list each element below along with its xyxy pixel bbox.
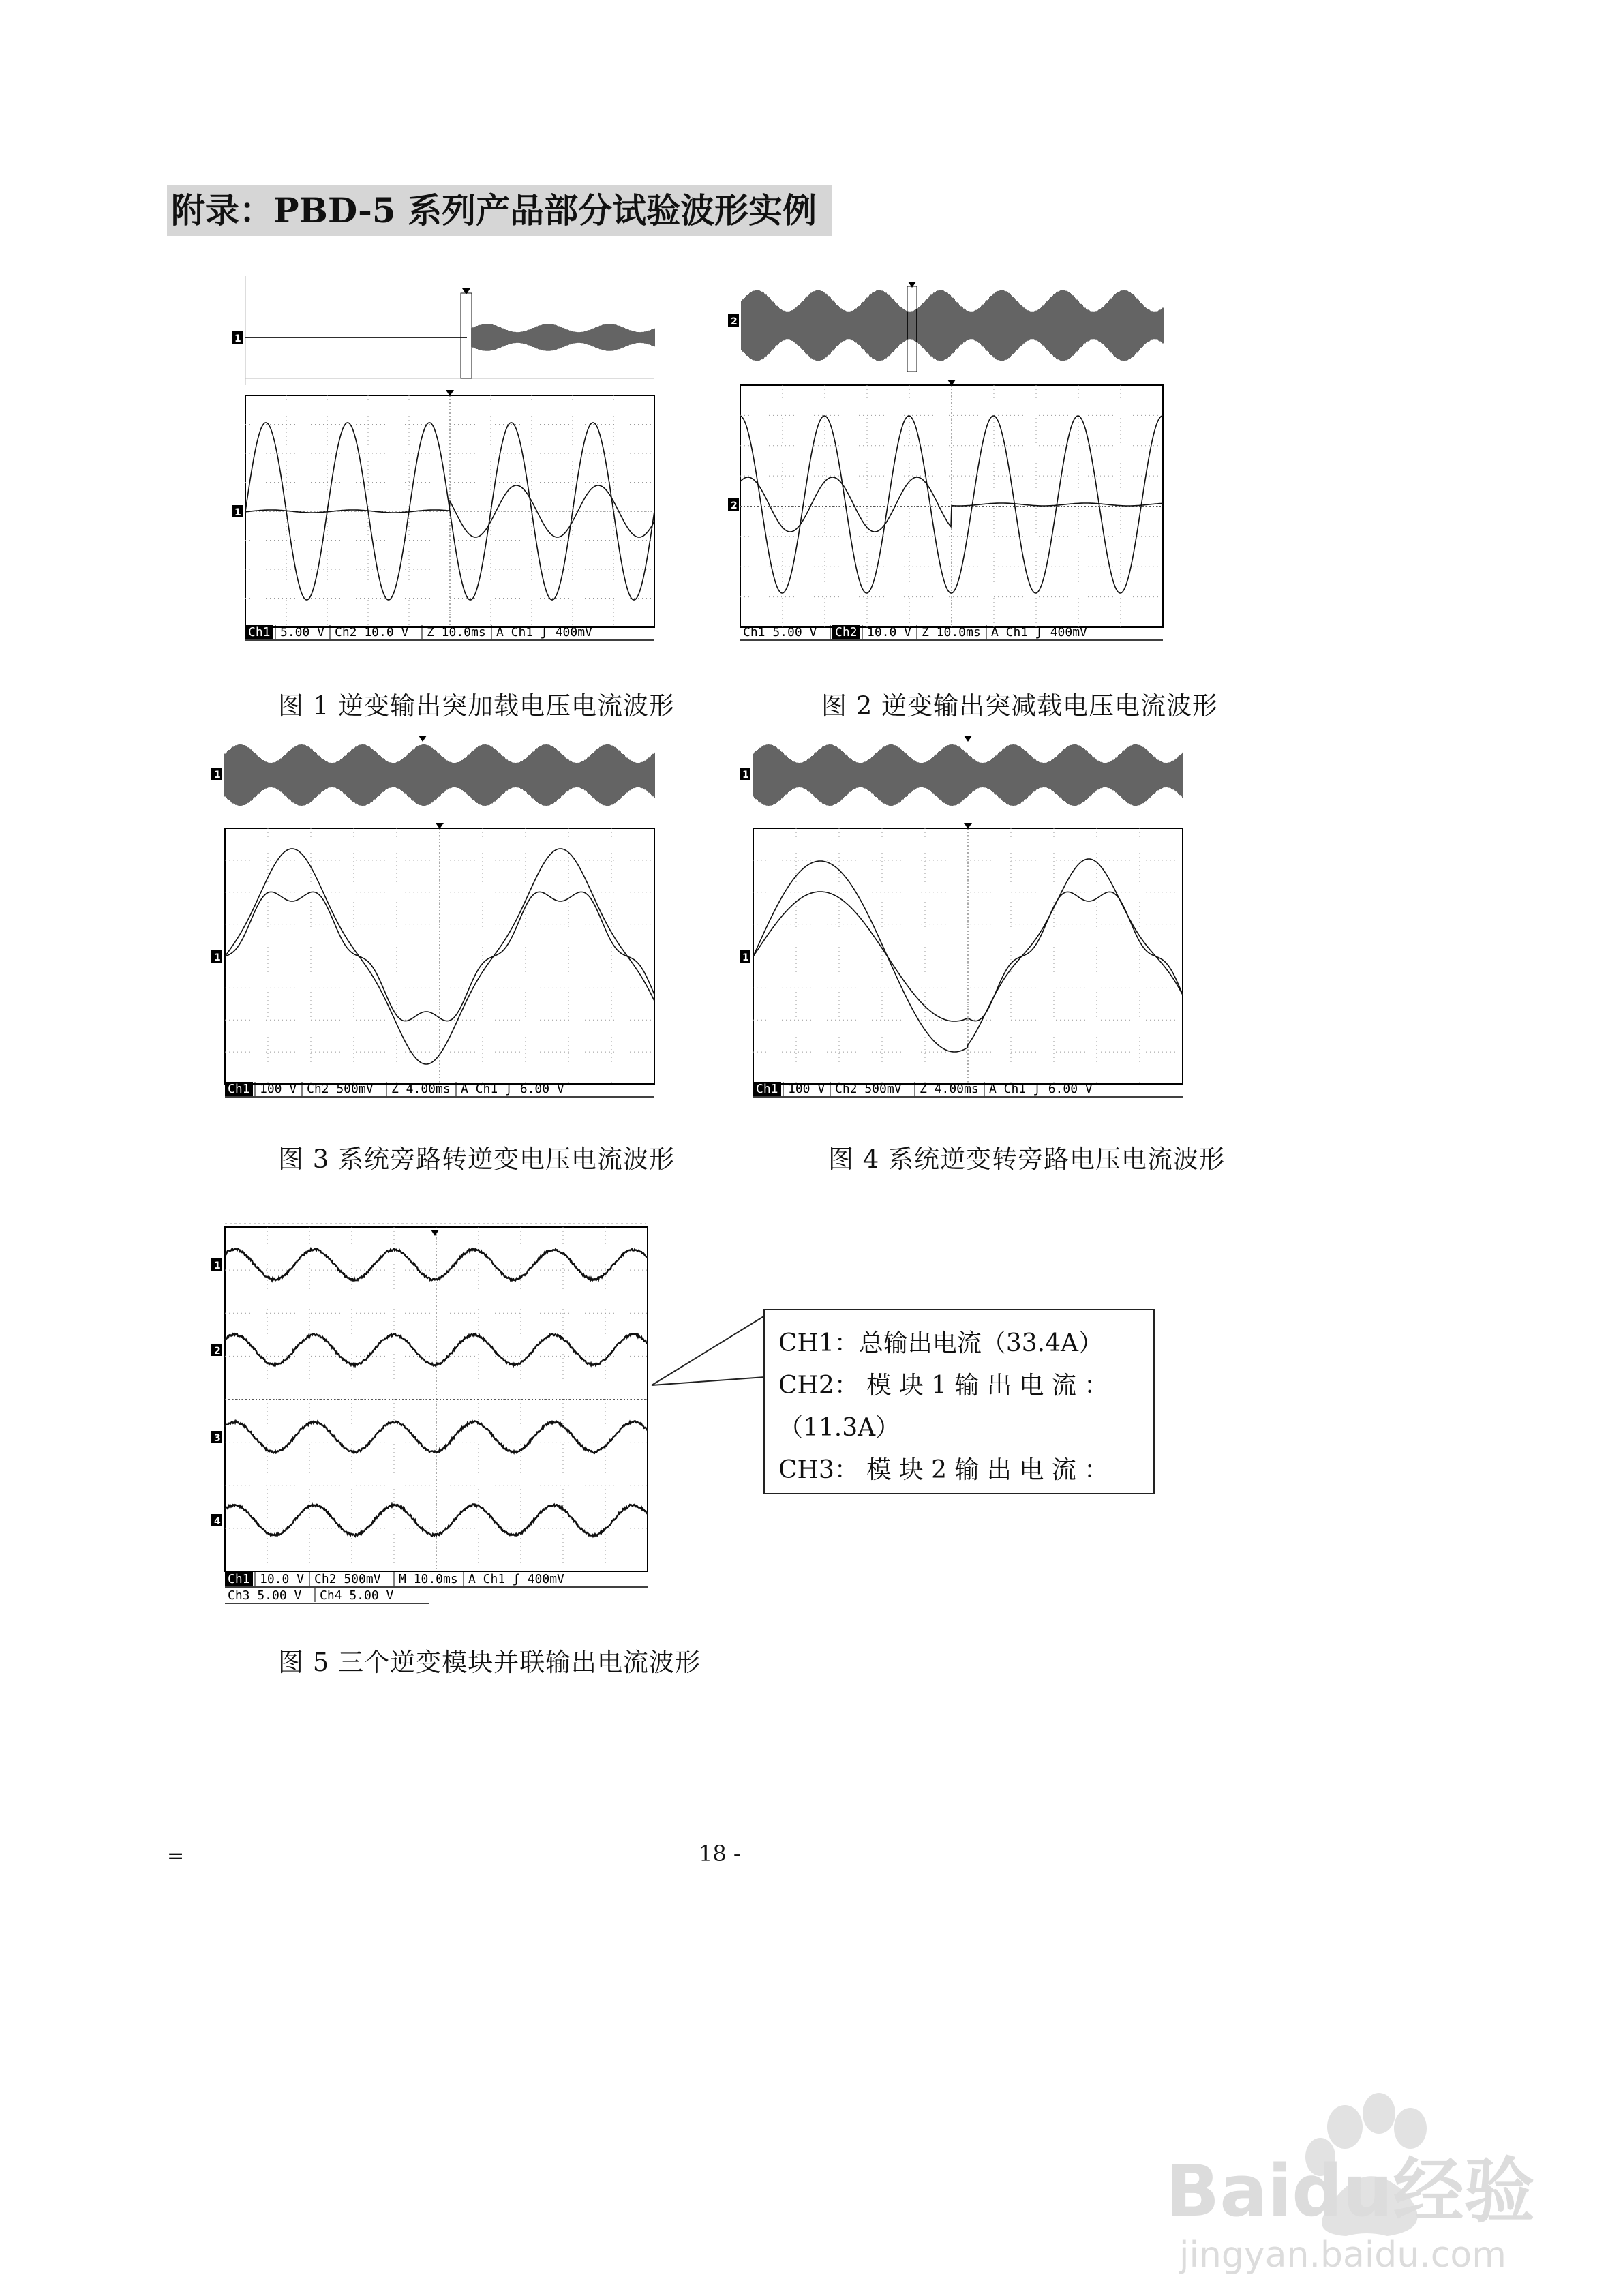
status-field: 5.00 V	[280, 625, 325, 639]
footer-mark: =	[167, 1844, 185, 1868]
trigger-marker	[964, 736, 972, 742]
status-field: M 10.0ms	[399, 1572, 458, 1586]
svg-text:1: 1	[214, 770, 221, 781]
callout-line-2: CH2： 模 块 1 输 出 电 流 ：	[778, 1372, 1109, 1400]
status-field: 10.0 V	[260, 1572, 305, 1586]
status-field: A Ch1 ʃ 400mV	[496, 625, 592, 639]
figure-4-caption: 图 4 系统逆变转旁路电压电流波形	[828, 1145, 1226, 1174]
scope-svg-3	[211, 733, 661, 1101]
svg-text:4: 4	[214, 1516, 221, 1527]
svg-text:1: 1	[214, 1260, 221, 1271]
status-field: 100 V	[260, 1082, 297, 1096]
appendix-heading: 附录：PBD-5 系列产品部分试验波形实例	[167, 185, 832, 236]
svg-text:1: 1	[742, 770, 749, 781]
callout-box	[763, 1309, 1155, 1494]
scope-figure-4	[740, 733, 1189, 1101]
status-field: A Ch1 ʃ 400mV	[468, 1572, 564, 1586]
status-field: 10.0 V	[867, 625, 912, 639]
scope-figure-5	[210, 1220, 656, 1609]
figure-5-caption: 图 5 三个逆变模块并联输出电流波形	[278, 1648, 701, 1677]
callout-line-3: （11.3A）	[778, 1414, 900, 1442]
overview-signal	[742, 290, 1164, 361]
status-field: A Ch1 ʃ 6.00 V	[461, 1082, 564, 1096]
overview-window	[461, 293, 472, 378]
figure-3-caption: 图 3 系统旁路转逆变电压电流波形	[278, 1145, 676, 1174]
watermark-url: jingyan.baidu.com	[1179, 2235, 1506, 2276]
svg-text:3: 3	[214, 1433, 221, 1444]
figure-2-caption: 图 2 逆变输出突减载电压电流波形	[821, 691, 1219, 721]
scope-svg-1	[225, 276, 661, 644]
status-field: Ch2 500mV	[835, 1082, 902, 1096]
scope-svg-2	[728, 276, 1164, 644]
svg-text:2: 2	[214, 1346, 221, 1357]
status-field: Ch1	[248, 625, 271, 639]
status-field: Ch2	[835, 625, 858, 639]
overview-signal	[753, 744, 1183, 806]
svg-text:2: 2	[731, 500, 738, 511]
callout-line-1: CH1：总输出电流（33.4A）	[778, 1329, 1103, 1357]
status-field: Ch1	[228, 1572, 250, 1586]
status-field: Ch1	[756, 1082, 778, 1096]
status-field: Ch4 5.00 V	[320, 1588, 394, 1603]
svg-text:2: 2	[731, 316, 738, 327]
status-field: Ch2 10.0 V	[335, 625, 409, 639]
svg-text:1: 1	[234, 333, 241, 344]
callout-pointer	[646, 1309, 769, 1404]
status-field: Ch1 5.00 V	[743, 625, 817, 639]
scope-figure-3	[211, 733, 661, 1101]
scope-svg-4	[740, 733, 1189, 1101]
status-field: A Ch1 ʃ 400mV	[991, 625, 1087, 639]
watermark-brand: Baidu经验	[1166, 2149, 1535, 2233]
svg-text:1: 1	[214, 952, 221, 963]
scope-figure-1	[225, 276, 661, 644]
trigger-marker	[908, 282, 916, 288]
status-field: Z 4.00ms	[391, 1082, 451, 1096]
page-number: 18 -	[699, 1841, 741, 1867]
status-field: Ch2 500mV	[307, 1082, 374, 1096]
baidu-watermark-logo	[1162, 2072, 1544, 2277]
status-field: Z 10.0ms	[427, 625, 486, 639]
status-field: Z 4.00ms	[920, 1082, 979, 1096]
scope-figure-2	[728, 276, 1164, 644]
status-field: Ch2 500mV	[314, 1572, 381, 1586]
figure-1-caption: 图 1 逆变输出突加载电压电流波形	[278, 691, 676, 721]
callout-line-4: CH3： 模 块 2 输 出 电 流 ：	[778, 1456, 1109, 1484]
trigger-marker	[419, 736, 427, 742]
svg-text:1: 1	[234, 507, 241, 518]
status-field: Ch3 5.00 V	[228, 1588, 302, 1603]
status-field: Ch1	[228, 1082, 250, 1096]
svg-text:1: 1	[742, 952, 749, 963]
overview-signal	[472, 324, 654, 351]
status-field: Z 10.0ms	[922, 625, 981, 639]
status-field: A Ch1 ʃ 6.00 V	[989, 1082, 1093, 1096]
status-field: 100 V	[788, 1082, 825, 1096]
overview-signal	[225, 744, 654, 806]
scope-svg-5	[210, 1220, 656, 1609]
trigger-marker	[462, 288, 470, 294]
